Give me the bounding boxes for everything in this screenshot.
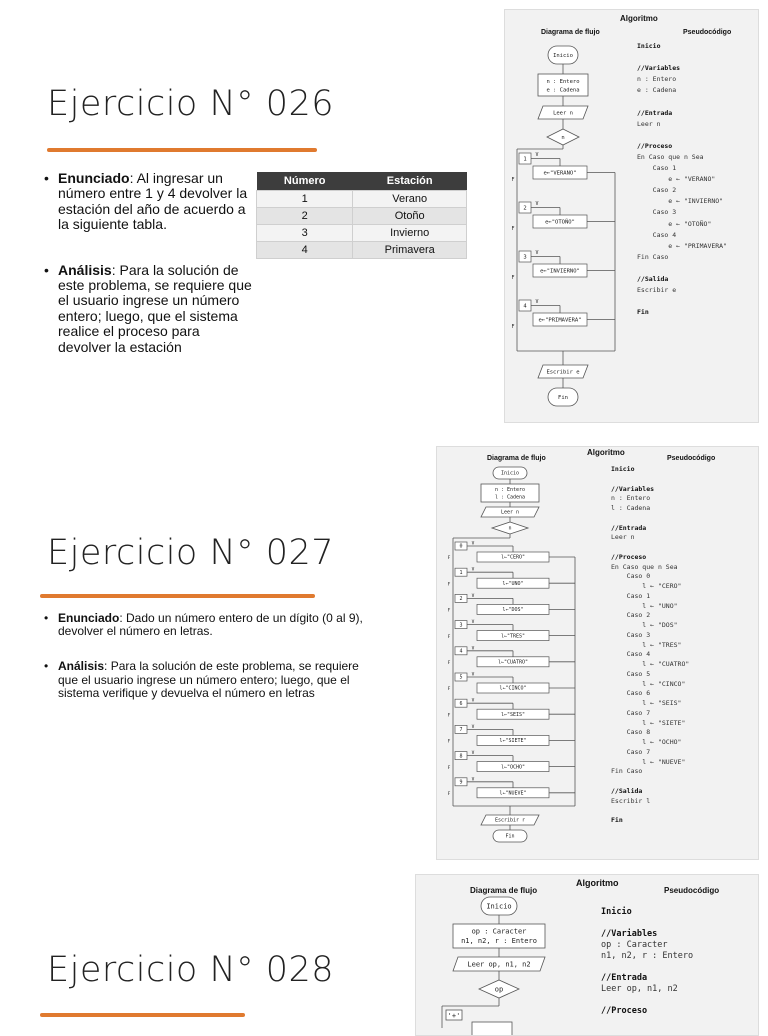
table-header-row: [257, 172, 467, 191]
true-label: V: [471, 777, 475, 783]
pseudo-line: [611, 475, 689, 485]
pseudo-line: //Variables: [601, 929, 658, 940]
true-label: V: [471, 646, 475, 652]
pseudo-column-title: Pseudocódigo: [664, 886, 720, 895]
pseudo-line: n : Entero: [611, 494, 651, 503]
flow-column-title: Diagrama de flujo: [470, 886, 538, 895]
pseudo-line: Caso 1: [637, 164, 677, 173]
case-value-label: 2: [523, 205, 527, 212]
pseudo-line: l ← "TRES": [611, 640, 682, 649]
false-label: F: [511, 226, 515, 233]
flow-column-title: Diagrama de flujo: [541, 29, 600, 36]
true-label: V: [535, 298, 539, 305]
ex26-title: Ejercicio N° 026: [47, 84, 335, 124]
variables-line: n1, n2, r : Entero: [461, 937, 537, 946]
false-label: F: [447, 765, 451, 771]
action-label: l←"TRES": [500, 633, 526, 640]
pseudo-line: Escribir e: [637, 286, 677, 295]
case-value-label: 3: [459, 622, 463, 629]
table-row: [257, 191, 467, 208]
table-header: Número: [257, 172, 353, 191]
action-label: l←"UNO": [502, 580, 524, 587]
false-label: F: [447, 687, 451, 693]
action-label: l←"CERO": [500, 554, 526, 561]
pseudo-line: //Proceso: [611, 552, 647, 561]
false-label: F: [447, 634, 451, 640]
pseudo-line: En Caso que n Sea: [611, 562, 678, 571]
case-value-label: 0: [459, 543, 463, 550]
panel-header: Algoritmo: [620, 14, 658, 23]
pseudo-line: Caso 3: [637, 208, 677, 217]
pseudo-line: //Variables: [611, 484, 655, 493]
pseudo-line: n1, n2, r : Entero: [601, 951, 694, 962]
pseudo-line: //Entrada: [601, 973, 648, 984]
true-label: V: [471, 593, 475, 599]
pseudo-line: Fin: [611, 816, 623, 824]
table-cell: 2: [257, 208, 353, 225]
pseudo-line: //Proceso: [601, 1006, 648, 1017]
ex28-algorithm-panel: [415, 874, 759, 1036]
ex28-title: Ejercicio N° 028: [47, 950, 335, 990]
pseudo-line: [637, 54, 727, 61]
variables-line: l : Cadena: [494, 494, 526, 501]
pseudo-line: Caso 2: [611, 611, 651, 620]
variables-line: n : Entero: [546, 78, 580, 85]
case-value-label: 7: [459, 727, 463, 734]
false-label: F: [447, 556, 451, 562]
ex28-title-underline: [40, 1013, 245, 1017]
false-label: F: [511, 324, 515, 331]
pseudo-column-title: Pseudocódigo: [683, 29, 732, 36]
pseudo-line: Caso 7: [611, 747, 651, 756]
pseudo-line: Escribir l: [611, 796, 651, 805]
action-label: e←"OTOÑO": [545, 219, 575, 226]
ex28-flowchart: [416, 875, 591, 1035]
case-value-label: 4: [459, 648, 463, 655]
true-label: V: [471, 724, 475, 730]
variables-line: e : Cadena: [546, 87, 580, 94]
case-value-label: '+': [447, 1012, 461, 1020]
table-row: [257, 225, 467, 242]
pseudo-line: [601, 918, 693, 929]
pseudo-line: [637, 98, 727, 105]
pseudo-line: [637, 265, 727, 272]
pseudo-line: e ← "OTOÑO": [637, 219, 712, 228]
table-header: Estación: [353, 172, 467, 191]
panel-header: Algoritmo: [576, 878, 619, 888]
action-label: l←"CUATRO": [497, 659, 529, 666]
ex27-flowchart: [437, 447, 602, 859]
pseudo-line: Caso 4: [611, 650, 651, 659]
true-label: V: [535, 151, 539, 158]
input-label: Leer op, n1, n2: [467, 960, 531, 969]
pseudo-line: Leer n: [611, 533, 635, 542]
ex26-enunciado: • Enunciado: Al ingresar un número entre 1 y 4 devolver la estación del año de acuerdo a la siguiente tabla.: [44, 171, 256, 233]
end-label: Fin: [505, 833, 515, 840]
pseudo-line: n : Entero: [637, 75, 677, 84]
input-label: Leer n: [553, 110, 573, 117]
pseudo-line: l ← "NUEVE": [611, 757, 686, 766]
pseudo-line: Caso 5: [611, 669, 651, 678]
pseudo-line: [611, 514, 689, 524]
table-cell: Invierno: [353, 225, 467, 242]
output-label: Escribir e: [546, 369, 580, 376]
true-label: V: [471, 751, 475, 757]
pseudo-line: Inicio: [637, 42, 661, 50]
action-label: l←"NUEVE": [499, 790, 527, 797]
action-label: e←"VERANO": [543, 170, 577, 177]
start-label: Inicio: [500, 470, 520, 477]
table-cell: Primavera: [353, 242, 467, 259]
pseudo-line: l ← "CUATRO": [611, 660, 690, 668]
ex27-title-underline: [40, 594, 315, 598]
case-value-label: 1: [523, 156, 527, 163]
true-label: V: [535, 249, 539, 256]
table-cell: Verano: [353, 191, 467, 208]
action-label: l←"DOS": [502, 607, 524, 614]
pseudo-line: //Variables: [637, 64, 681, 73]
pseudo-line: //Entrada: [637, 108, 673, 117]
ex26-pseudocode: [637, 43, 727, 320]
pseudo-line: e ← "INVIERNO": [637, 197, 724, 206]
false-label: F: [447, 791, 451, 797]
false-label: F: [447, 739, 451, 745]
ex26-flowchart: [505, 10, 635, 422]
ex26-bullets: [44, 171, 256, 369]
end-label: Fin: [558, 394, 568, 401]
pseudo-line: Caso 6: [611, 689, 651, 698]
false-label: F: [447, 713, 451, 719]
pseudo-line: l : Cadena: [611, 504, 651, 512]
pseudo-line: l ← "SIETE": [611, 718, 686, 727]
ex27-enunciado: • Enunciado: Dado un número entero de un dígito (0 al 9), devolver el número en letras.: [44, 612, 382, 638]
pseudo-line: //Entrada: [611, 523, 647, 532]
ex26-analisis: • Análisis: Para la solución de este problema, se requiere que el usuario ingrese un número entero; luego, que el sistema realice el proceso para devolver la estación: [44, 263, 256, 355]
pseudo-line: l ← "OCHO": [611, 738, 682, 746]
start-label: Inicio: [486, 902, 512, 911]
pseudo-line: e : Cadena: [637, 86, 677, 95]
pseudo-line: Caso 7: [611, 708, 651, 717]
table-cell: Otoño: [353, 208, 467, 225]
pseudo-line: e ← "VERANO": [637, 175, 716, 184]
ex26-algorithm-panel: [504, 9, 759, 423]
variables-line: op : Caracter: [471, 927, 527, 936]
pseudo-line: Caso 0: [611, 572, 651, 581]
pseudo-line: Caso 1: [611, 591, 651, 600]
table-cell: 4: [257, 242, 353, 259]
pseudo-line: [611, 543, 689, 553]
pseudo-line: Fin: [637, 308, 649, 317]
ex27-algorithm-panel: [436, 446, 759, 860]
pseudo-line: Inicio: [611, 465, 635, 473]
true-label: V: [471, 698, 475, 704]
ex26-title-underline: [47, 148, 317, 152]
table-row: [257, 208, 467, 225]
output-label: Escribir r: [494, 817, 526, 824]
pseudo-line: [611, 806, 689, 816]
variables-line: n : Entero: [494, 487, 526, 494]
true-label: V: [471, 672, 475, 678]
action-label: l←"SIETE": [499, 738, 527, 745]
false-label: F: [511, 275, 515, 282]
action-label: l←"OCHO": [500, 764, 526, 771]
ex27-title: Ejercicio N° 027: [47, 533, 335, 573]
true-label: V: [471, 620, 475, 626]
pseudo-line: Caso 2: [637, 186, 677, 195]
flow-column-title: Diagrama de flujo: [487, 455, 546, 462]
case-value-label: 9: [459, 779, 463, 786]
case-value-label: 5: [459, 674, 463, 681]
true-label: V: [471, 541, 475, 547]
false-label: F: [447, 660, 451, 666]
case-value-label: 8: [459, 753, 463, 760]
pseudo-line: //Salida: [611, 786, 643, 795]
start-label: Inicio: [553, 52, 573, 59]
action-label: e←"INVIERNO": [540, 268, 580, 275]
ex27-analisis: • Análisis: Para la solución de este problema, se requiere que el usuario ingrese un número entero; luego, que el sistema verifique y devuelva el número en letras: [44, 660, 382, 700]
action-label: l←"SEIS": [500, 711, 526, 718]
pseudo-line: l ← "SEIS": [611, 699, 682, 707]
action-label: e←"PRIMAVERA": [538, 317, 582, 324]
true-label: V: [471, 567, 475, 573]
pseudo-line: //Salida: [637, 274, 669, 283]
pseudo-line: [611, 777, 689, 787]
pseudo-line: En Caso que n Sea: [637, 152, 704, 161]
false-label: F: [447, 608, 451, 614]
pseudo-line: [637, 132, 727, 139]
pseudo-line: e ← "PRIMAVERA": [637, 241, 728, 250]
ex27-pseudocode: [611, 465, 689, 826]
pseudo-line: Leer op, n1, n2: [601, 984, 678, 995]
case-value-label: 3: [523, 254, 527, 261]
false-label: F: [511, 177, 515, 184]
true-label: V: [535, 200, 539, 207]
pseudo-line: Fin Caso: [611, 767, 643, 776]
pseudo-line: Caso 3: [611, 630, 651, 639]
input-label: Leer n: [500, 509, 520, 516]
table-cell: 3: [257, 225, 353, 242]
case-value-label: 1: [459, 569, 463, 576]
ex28-pseudocode: [601, 907, 693, 1017]
pseudo-line: Caso 4: [637, 230, 677, 239]
pseudo-line: //Proceso: [637, 141, 673, 150]
table-cell: 1: [257, 191, 353, 208]
table-row: [257, 242, 467, 259]
panel-header: Algoritmo: [587, 448, 625, 457]
decision-label: n: [508, 525, 512, 532]
pseudo-line: Inicio: [601, 907, 632, 917]
pseudo-line: [637, 298, 727, 305]
case-value-label: 6: [459, 700, 463, 707]
decision-label: op: [494, 985, 504, 994]
ex26-station-table: [256, 172, 467, 259]
pseudo-line: [601, 962, 693, 973]
action-label: l←"CINCO": [499, 685, 527, 692]
pseudo-line: l ← "CERO": [611, 582, 682, 590]
pseudo-line: Caso 8: [611, 728, 651, 737]
pseudo-line: Fin Caso: [637, 252, 669, 261]
pseudo-line: [601, 995, 693, 1006]
pseudo-line: l ← "UNO": [611, 601, 678, 610]
decision-label: n: [561, 134, 565, 141]
pseudo-line: l ← "DOS": [611, 621, 678, 629]
pseudo-line: op : Caracter: [601, 940, 668, 951]
ex27-bullets: [44, 612, 382, 714]
pseudo-line: l ← "CINCO": [611, 679, 686, 688]
pseudo-column-title: Pseudocódigo: [667, 455, 716, 462]
case-value-label: 4: [523, 303, 527, 310]
pseudo-line: Leer n: [637, 119, 661, 128]
false-label: F: [447, 582, 451, 588]
case-value-label: 2: [459, 596, 463, 603]
